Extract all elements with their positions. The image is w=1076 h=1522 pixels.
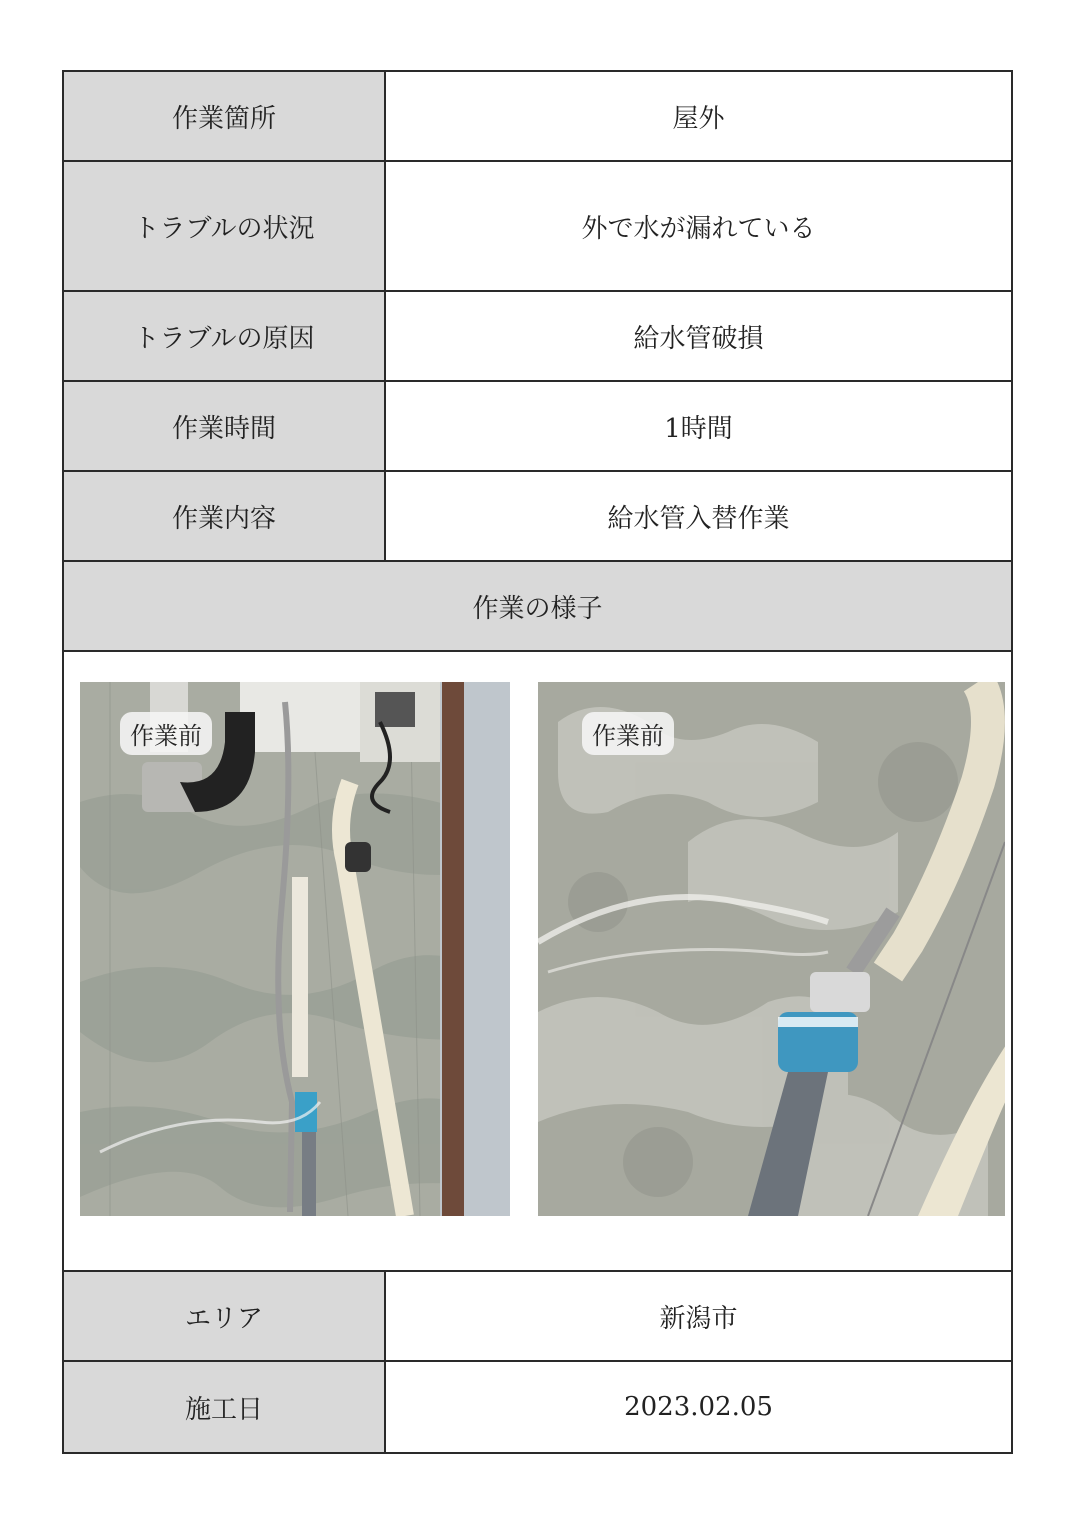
row-photos [63,651,1012,1271]
label-work-time: 作業時間 [63,381,385,471]
row-section-title [63,561,1012,651]
photo-before-1-image [80,682,510,1216]
report-table [62,70,1013,1454]
photo-before-2 [538,682,1005,1216]
row-trouble-cause [63,291,1012,381]
label-area: エリア [63,1271,385,1361]
row-construction-date [63,1361,1012,1453]
report-sheet [62,70,1013,1454]
label-work-content: 作業内容 [63,471,385,561]
label-trouble-status: トラブルの状況 [63,161,385,291]
value-construction-date: 2023.02.05 [385,1361,1012,1453]
photo-before-2-image [538,682,1005,1216]
photo-before-1 [80,682,510,1216]
label-work-location: 作業箇所 [63,71,385,161]
value-work-time: 1時間 [385,381,1012,471]
label-trouble-cause: トラブルの原因 [63,291,385,381]
photo-before-1-tag: 作業前 [120,712,212,755]
value-work-location: 屋外 [385,71,1012,161]
photo-area [64,652,1011,1270]
label-construction-date: 施工日 [63,1361,385,1453]
row-trouble-status [63,161,1012,291]
row-work-location [63,71,1012,161]
photo-before-2-tag: 作業前 [582,712,674,755]
value-area: 新潟市 [385,1271,1012,1361]
row-area [63,1271,1012,1361]
row-work-content [63,471,1012,561]
value-trouble-cause: 給水管破損 [385,291,1012,381]
section-title: 作業の様子 [63,561,1012,651]
row-work-time [63,381,1012,471]
photos-cell [63,651,1012,1271]
value-trouble-status: 外で水が漏れている [385,161,1012,291]
value-work-content: 給水管入替作業 [385,471,1012,561]
